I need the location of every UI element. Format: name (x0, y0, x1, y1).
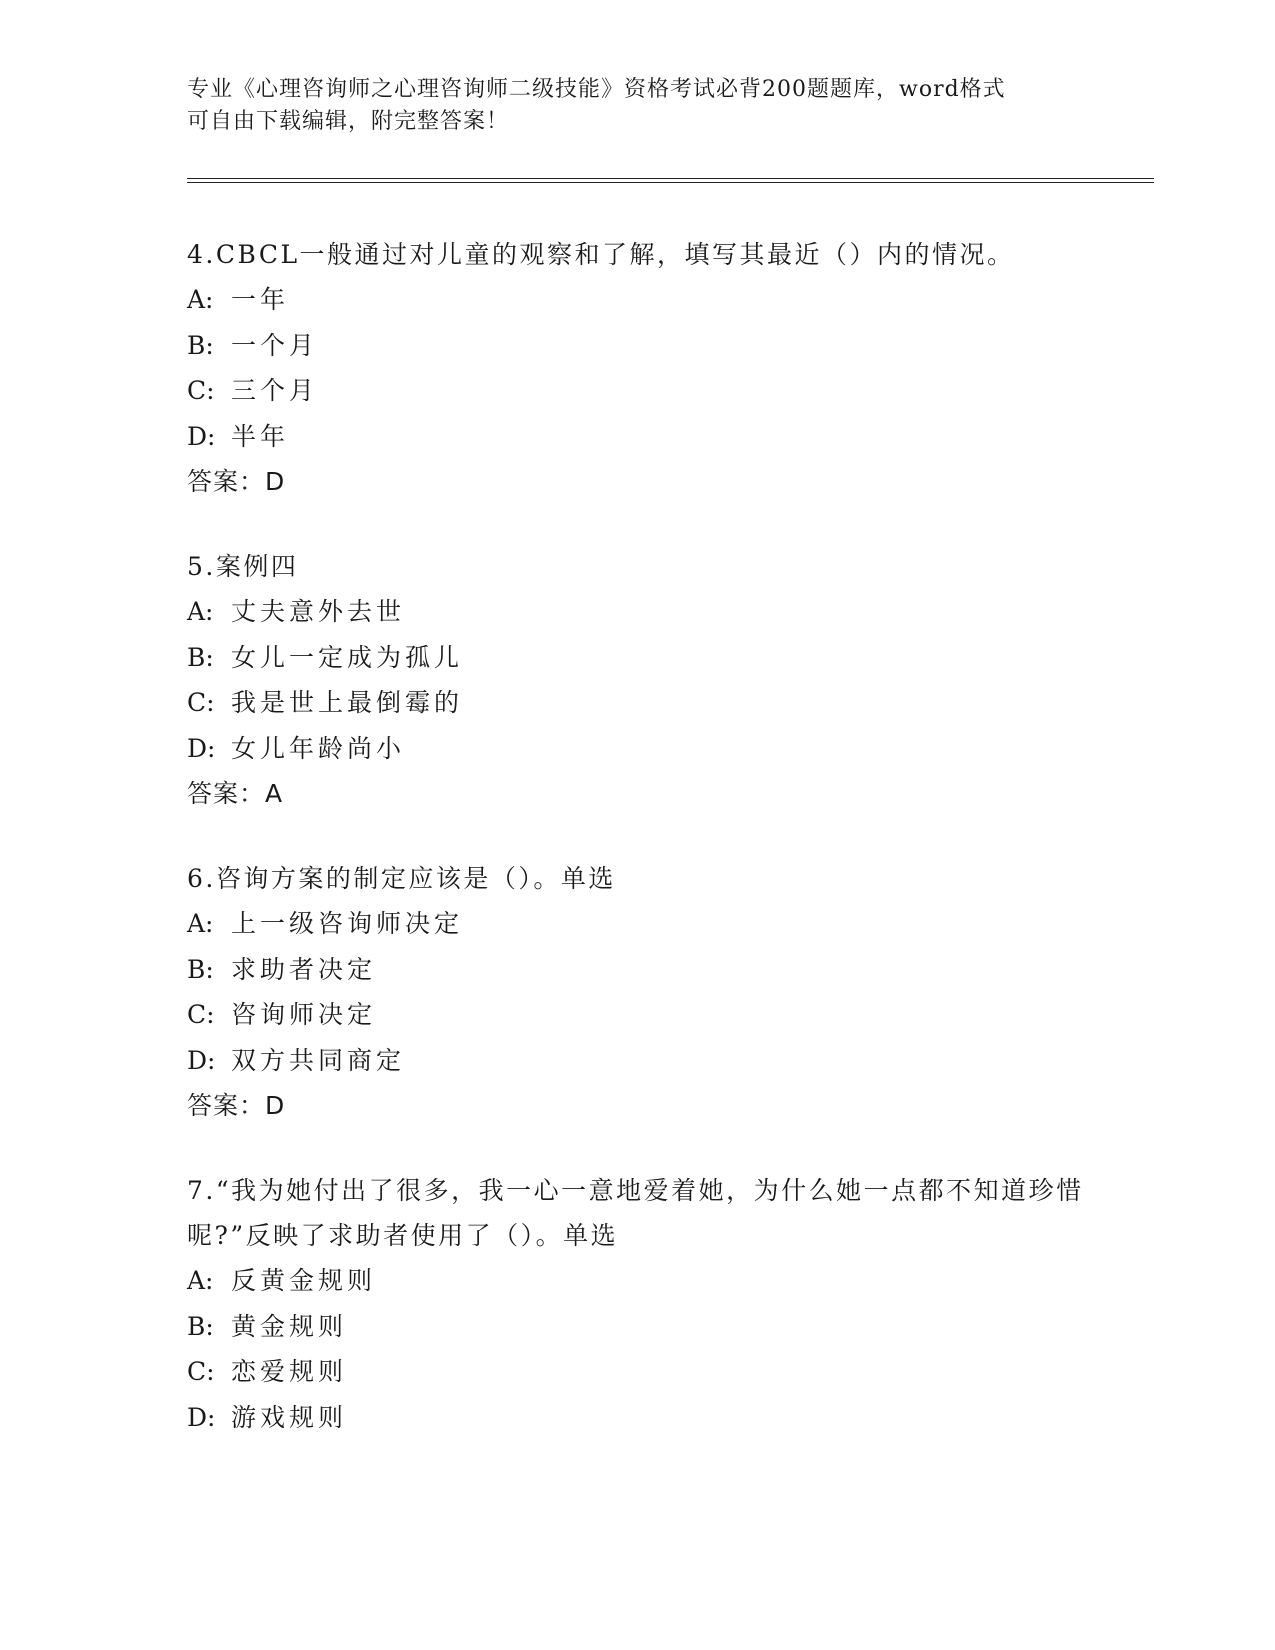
option-key: D: (187, 1402, 216, 1432)
header-divider (187, 178, 1154, 183)
option-d (187, 1395, 1107, 1441)
option-text: 反黄金规则 (231, 1266, 377, 1295)
option-a (187, 1258, 1107, 1304)
option-text: 我是世上最倒霉的 (231, 688, 464, 717)
option-a (187, 277, 1107, 323)
option-c (187, 992, 1107, 1038)
option-text: 恋爱规则 (231, 1357, 348, 1386)
option-text: 游戏规则 (231, 1402, 348, 1432)
option-text: 一年 (231, 285, 290, 314)
option-text: 女儿年龄尚小 (231, 733, 406, 763)
option-d (187, 1038, 1107, 1084)
option-text: 半年 (231, 421, 290, 451)
option-b (187, 323, 1107, 369)
option-key: B: (187, 1311, 214, 1341)
option-text: 咨询师决定 (231, 1000, 377, 1029)
option-key: C: (187, 688, 215, 717)
option-key: C: (187, 1357, 215, 1386)
question-stem: 5.案例四 (187, 552, 299, 581)
question-item (187, 232, 1107, 504)
question-stem: 4.CBCL一般通过对儿童的观察和了解，填写其最近（）内的情况。 (187, 240, 1015, 269)
option-text: 一个月 (231, 330, 319, 360)
answer-line: 答案：D (187, 1091, 286, 1120)
question-item (187, 544, 1107, 816)
option-b (187, 947, 1107, 993)
option-c (187, 1349, 1107, 1395)
answer-line: 答案：D (187, 467, 286, 496)
answer-line: 答案：A (187, 779, 284, 808)
option-text: 丈夫意外去世 (231, 597, 406, 626)
option-key: A: (187, 909, 214, 938)
option-key: D: (187, 733, 216, 763)
option-key: A: (187, 1266, 214, 1295)
question-stem: 7.“我为她付出了很多，我一心一意地爱着她，为什么她一点都不知道珍惜呢?”反映了求助者使用了（）。单选 (187, 1176, 1084, 1250)
option-key: D: (187, 421, 216, 451)
option-key: D: (187, 1045, 216, 1075)
option-d (187, 726, 1107, 772)
question-item (187, 1168, 1107, 1440)
option-a (187, 589, 1107, 635)
header-line-1: 专业《心理咨询师之心理咨询师二级技能》资格考试必背200题题库，word格式 (187, 77, 1006, 102)
header-line-2: 可自由下载编辑，附完整答案！ (187, 109, 510, 134)
option-key: B: (187, 954, 214, 984)
option-b (187, 635, 1107, 681)
document-header (187, 74, 1087, 138)
option-text: 上一级咨询师决定 (231, 909, 464, 938)
option-text: 黄金规则 (231, 1311, 348, 1341)
option-key: A: (187, 285, 214, 314)
option-text: 求助者决定 (231, 954, 377, 984)
option-text: 女儿一定成为孤儿 (231, 642, 464, 672)
question-stem: 6.咨询方案的制定应该是（）。单选 (187, 864, 616, 893)
option-key: C: (187, 1000, 215, 1029)
question-item (187, 856, 1107, 1128)
option-key: A: (187, 597, 214, 626)
option-c (187, 680, 1107, 726)
option-key: B: (187, 642, 214, 672)
option-b (187, 1304, 1107, 1350)
question-list (187, 232, 1107, 1480)
option-key: B: (187, 330, 214, 360)
option-text: 双方共同商定 (231, 1045, 406, 1075)
option-c (187, 368, 1107, 414)
option-text: 三个月 (231, 376, 319, 405)
option-d (187, 414, 1107, 460)
option-a (187, 901, 1107, 947)
option-key: C: (187, 376, 215, 405)
